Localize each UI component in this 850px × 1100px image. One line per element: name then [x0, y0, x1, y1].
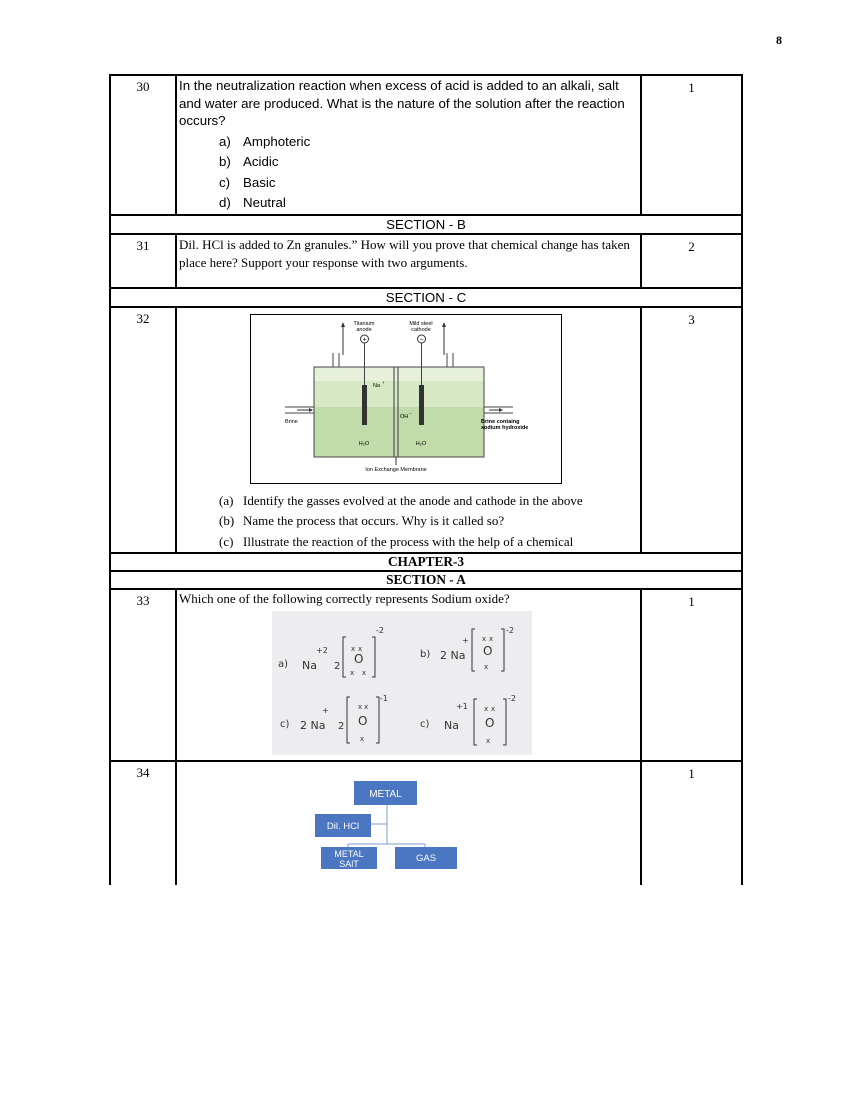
svg-text:Na: Na — [302, 659, 317, 672]
anode-label-1: Titanium — [353, 320, 375, 327]
flowchart-figure — [177, 762, 642, 884]
svg-text:O: O — [354, 652, 364, 666]
question-text: Dil. HCl is added to Zn granules.” How will you prove that chemical change has taken place here? Support your response with two arguments. — [176, 234, 641, 288]
svg-text:x: x — [482, 635, 487, 643]
section-heading: SECTION - C — [110, 288, 742, 307]
sub-question-a: (a) Identify the gasses evolved at the anode and cathode in the above — [219, 492, 583, 508]
reagent-label: Dil. HCl — [326, 821, 360, 832]
marks: 1 — [641, 75, 742, 215]
svg-text:c): c) — [420, 719, 430, 730]
svg-text:2 Na: 2 Na — [300, 719, 326, 732]
svg-text:x: x — [358, 703, 363, 711]
option-b: b) Acidic — [219, 154, 279, 169]
svg-text:x: x — [489, 635, 494, 643]
chapter-row — [110, 553, 742, 571]
svg-text:x: x — [362, 669, 367, 677]
option-c: c) Basic — [219, 174, 276, 190]
svg-text:-2: -2 — [508, 694, 516, 703]
section-row — [110, 571, 742, 589]
svg-text:Na: Na — [444, 719, 459, 732]
salt-label-1: METAL — [334, 849, 364, 859]
cathode-label-1: Mild steel — [409, 320, 433, 327]
svg-text:-2: -2 — [376, 626, 384, 635]
question-cell — [176, 307, 641, 554]
svg-text:O: O — [485, 716, 495, 730]
page-number: 8 — [776, 33, 782, 47]
cathode-label-2: cathode — [411, 326, 431, 333]
oh-charge: − — [409, 410, 412, 416]
question-cell — [176, 589, 641, 761]
svg-text:O: O — [483, 644, 493, 658]
question-cell — [176, 761, 641, 885]
gas-label: GAS — [415, 853, 437, 864]
svg-text:x: x — [491, 705, 496, 713]
sub-questions — [177, 491, 640, 553]
svg-text:O: O — [358, 714, 368, 728]
section-heading: SECTION - B — [110, 215, 742, 234]
svg-text:x: x — [360, 735, 365, 743]
marks: 1 — [641, 761, 742, 885]
question-number: 33 — [110, 589, 176, 761]
question-number: 34 — [110, 761, 176, 885]
anode-label-2: anode — [356, 326, 372, 333]
svg-text:x: x — [358, 645, 363, 653]
svg-text:x: x — [351, 645, 356, 653]
na-ion: Na — [373, 382, 381, 389]
metal-label: METAL — [369, 789, 402, 800]
svg-text:+: + — [462, 636, 469, 645]
sub-question-c: (c) Illustrate the reaction of the process with the help of a chemical — [219, 533, 574, 549]
question-row-34 — [110, 761, 742, 885]
electrolysis-diagram — [250, 314, 562, 484]
salt-label-2: SAlT — [339, 859, 359, 869]
svg-text:-2: -2 — [506, 626, 514, 635]
option-list — [219, 132, 640, 214]
svg-text:+: + — [322, 706, 329, 715]
sodium-oxide-options-image — [272, 611, 532, 755]
question-text: Which one of the following correctly represents Sodium oxide? — [179, 591, 510, 606]
svg-text:2: 2 — [334, 661, 341, 672]
question-row-31 — [110, 234, 742, 288]
cathode-sign: − — [419, 336, 424, 343]
question-row-33 — [110, 589, 742, 761]
handwritten-options — [272, 611, 532, 755]
marks: 3 — [641, 307, 742, 554]
question-row-32 — [110, 307, 742, 554]
question-number: 31 — [110, 234, 176, 288]
chapter-heading: CHAPTER-3 — [110, 553, 742, 571]
sub-question-b: (b) Name the process that occurs. Why is it called so? — [219, 513, 505, 528]
section-heading: SECTION - A — [110, 571, 742, 589]
option-a: a) Amphoteric — [219, 133, 311, 149]
svg-text:b): b) — [420, 649, 431, 660]
svg-text:x: x — [484, 663, 489, 671]
svg-text:x: x — [486, 737, 491, 745]
svg-text:2: 2 — [338, 721, 345, 732]
section-row — [110, 288, 742, 307]
marks: 1 — [641, 589, 742, 761]
option-d: d) Neutral — [219, 195, 286, 210]
svg-text:-1: -1 — [380, 694, 388, 703]
question-table — [109, 74, 743, 885]
oh-ion: OH — [400, 413, 409, 420]
question-text: In the neutralization reaction when excess of acid is added to an alkali, salt and water are produced. What is the nature of the solution after the reaction occurs? — [179, 78, 625, 128]
question-cell — [176, 75, 641, 215]
svg-text:c): c) — [280, 719, 290, 730]
svg-text:a): a) — [278, 659, 289, 670]
brine-out-label-1: Brine containg — [481, 418, 520, 425]
brine-out-label-2: sodium hydroxide — [481, 424, 529, 431]
svg-text:+2: +2 — [316, 646, 328, 655]
section-row — [110, 215, 742, 234]
question-number: 30 — [110, 75, 176, 215]
svg-text:2 Na: 2 Na — [440, 649, 466, 662]
question-row-30 — [110, 75, 742, 215]
membrane-label: Ion Exchange Membrane — [365, 466, 427, 473]
svg-text:+1: +1 — [456, 702, 468, 711]
marks: 2 — [641, 234, 742, 288]
svg-text:x: x — [364, 703, 369, 711]
svg-text:x: x — [350, 669, 355, 677]
anode-sign: + — [362, 336, 367, 343]
water-right: H₂O — [415, 440, 427, 447]
brine-label: Brine — [285, 418, 298, 425]
svg-text:x: x — [484, 705, 489, 713]
electrolysis-figure — [251, 315, 561, 483]
na-charge: + — [382, 379, 385, 385]
water-left: H₂O — [358, 440, 370, 447]
flowchart — [177, 762, 640, 884]
question-number: 32 — [110, 307, 176, 554]
